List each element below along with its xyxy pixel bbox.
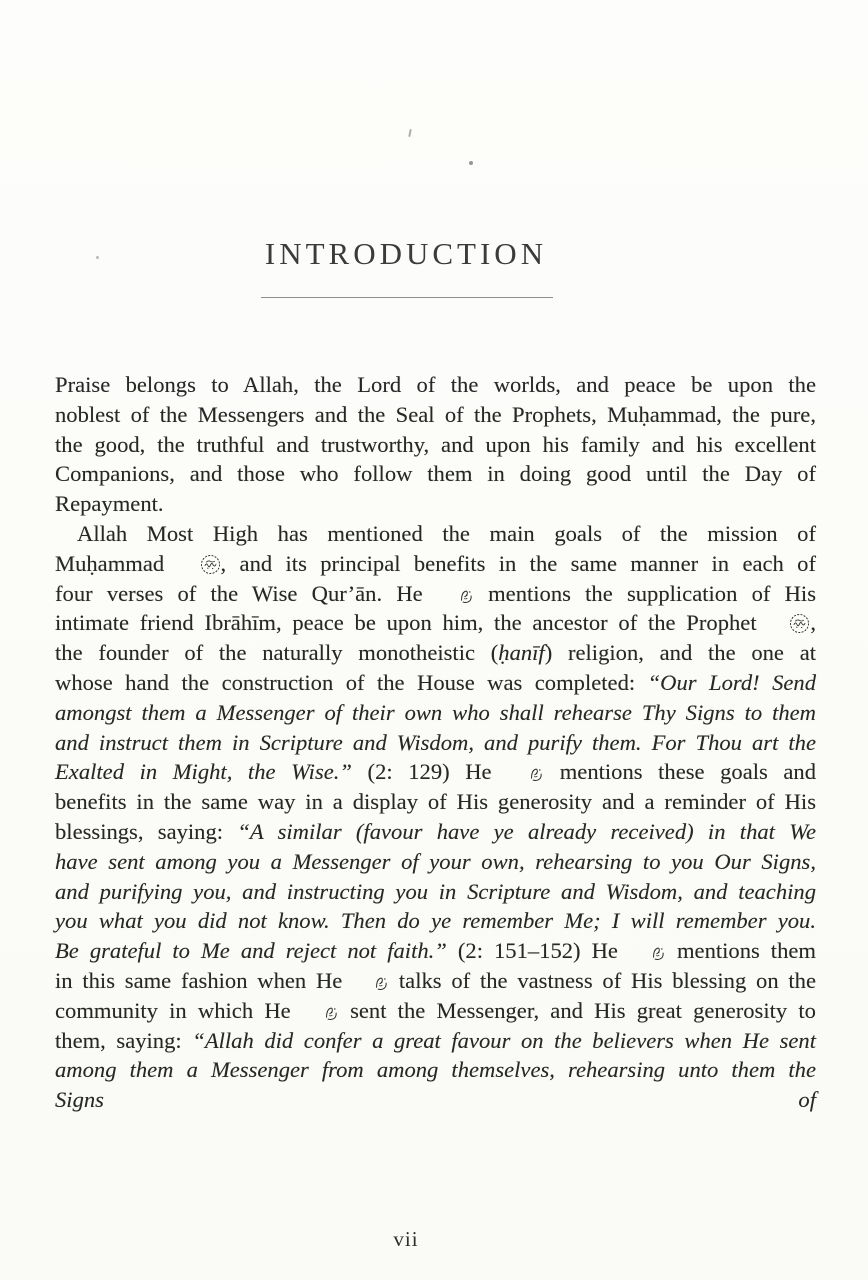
honorific-jalla-jalaluhu-icon xyxy=(437,588,474,605)
text-run: “Allah did confer a great favour on the believers when He sent among them a Messenger from among themselves, rehearsing unto them the Signs of xyxy=(55,1027,816,1113)
scan-speck xyxy=(469,161,473,165)
text-run: Allah Most High has mentioned the main goals of the mission of Muḥammad xyxy=(55,520,816,576)
page-title: INTRODUCTION xyxy=(264,236,548,271)
honorific-sallallahu-alayhi-wasallam-icon xyxy=(767,613,810,634)
text-run: , and its principal benefits in the same manner in each of four verses of the Wise Qur’ān. He xyxy=(55,550,816,606)
text-run: (2: 129) He xyxy=(351,759,508,785)
text-run: mentions them in this same fashion when He xyxy=(55,938,816,993)
page-number: vii xyxy=(393,1227,419,1251)
scan-speck xyxy=(408,129,412,137)
text-run: (2: 151–152) He xyxy=(446,938,629,964)
text-run: ḥanīf xyxy=(498,640,545,666)
text-run: mentions these goals and benefits in the same way in a display of His generosity and a reminder of His blessings, saying: xyxy=(55,759,817,844)
paragraph xyxy=(55,519,816,1115)
honorific-jalla-jalaluhu-icon xyxy=(629,945,666,962)
honorific-jalla-jalaluhu-icon xyxy=(302,1005,339,1022)
text-run: Praise belongs to Allah, the Lord of the worlds, and peace be upon the noblest of the Messengers and the Seal of the Prophets, Muḥammad, the pure, the good, the truthful and trustworthy, and upon his family and his excellent Companions, and those who follow them in doing good until the Day of Repayment. xyxy=(55,372,816,517)
honorific-jalla-jalaluhu-icon xyxy=(507,766,544,783)
text-run: sent the Messenger, and His great generosity to them, saying: xyxy=(55,997,816,1053)
text-run: “Our Lord! Send amongst them a Messenger of their own who shall rehearse Thy Signs to them and instruct them in Scripture and Wisdom, and purify them. For Thou art the Exalted in Might, the Wise.” xyxy=(55,669,817,785)
paragraph xyxy=(55,370,816,519)
honorific-jalla-jalaluhu-icon xyxy=(352,975,389,992)
text-run: talks of the vastness of His blessing on the community in which He xyxy=(55,967,817,1023)
body-text xyxy=(55,370,816,1115)
title-rule xyxy=(261,297,553,298)
text-run: mentions the supplication of His intimate friend Ibrāhīm, peace be upon him, the ancestor of the Prophet xyxy=(55,580,816,636)
text-run: “A similar (favour have ye already received) in that We have sent among you a Messenger of your own, rehearsing to you Our Signs, and purifying you, and instructing you in Scripture and Wisdom, and teaching you what you did not know. Then do ye remember Me; I will remember you. Be grateful to Me and reject not faith.” xyxy=(55,818,816,964)
text-run: ) religion, and the one at whose hand the construction of the House was completed: xyxy=(55,640,816,695)
honorific-sallallahu-alayhi-wasallam-icon xyxy=(178,554,221,575)
text-run: , the founder of the naturally monotheistic ( xyxy=(55,610,816,666)
